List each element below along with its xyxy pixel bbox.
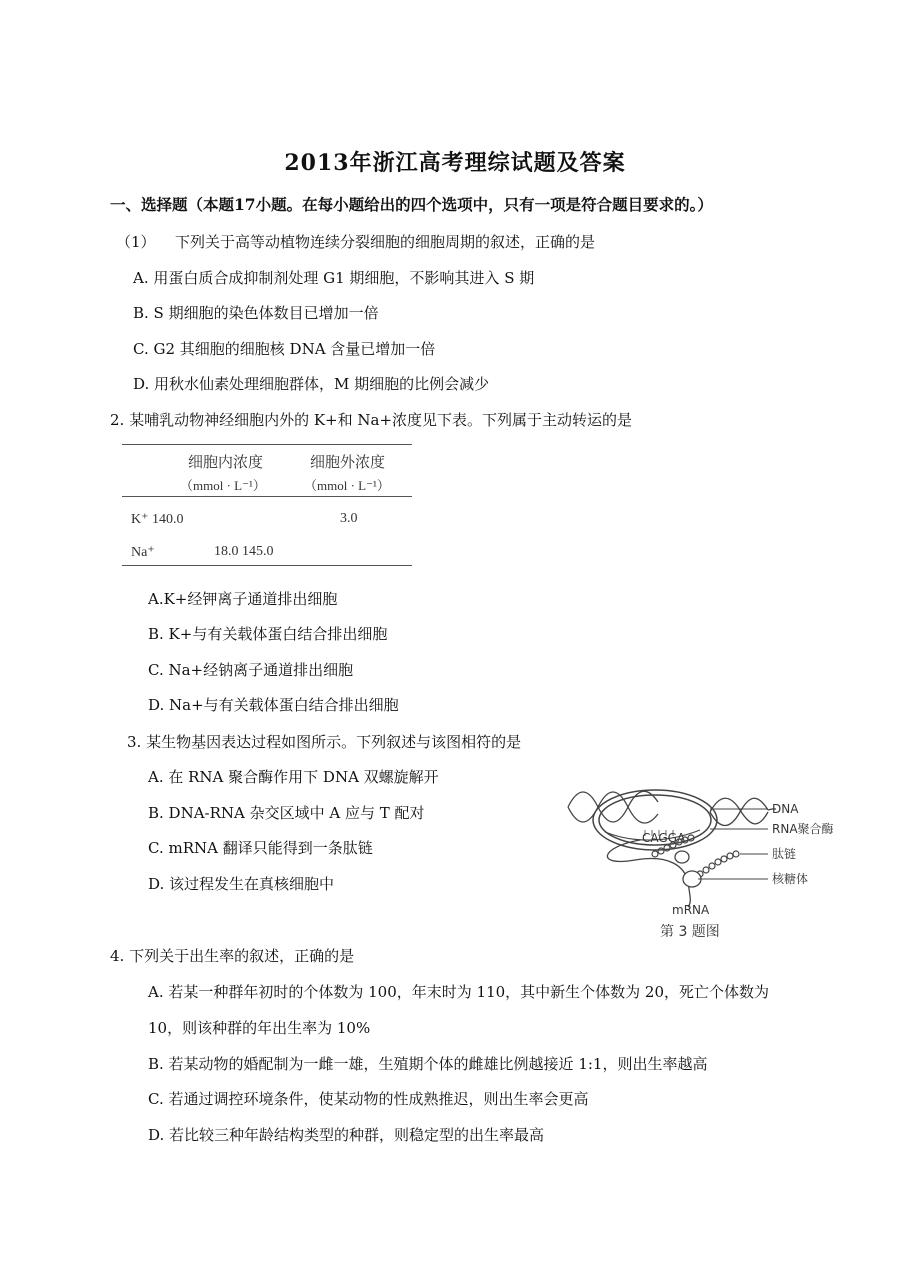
table-row-k-value: 3.0 xyxy=(340,511,358,526)
table-top-rule xyxy=(122,444,412,445)
label-mrna: mRNA xyxy=(672,903,710,917)
q4-option-a-line1: A. 若某一种群年初时的个体数为 100，年末时为 110，其中新生个体数为 20，死亡个体数为 xyxy=(148,983,770,1001)
table-bottom-rule xyxy=(122,565,412,566)
section-heading: 一、选择题（本题17小题。在每小题给出的四个选项中，只有一项是符合题目要求的。） xyxy=(110,195,713,214)
table-unit-outside: （mmol · L⁻¹） xyxy=(304,478,390,493)
q3-stem: 3. 某生物基因表达过程如图所示。下列叙述与该图相符的是 xyxy=(127,733,522,751)
gene-expression-figure xyxy=(560,772,850,944)
q1-option-b: B. S 期细胞的染色体数目已增加一倍 xyxy=(133,304,379,322)
q2-option-a: A.K+经钾离子通道排出细胞 xyxy=(148,590,338,608)
q2-stem: 2. 某哺乳动物神经细胞内外的 K+和 Na+浓度见下表。下列属于主动转运的是 xyxy=(110,411,633,429)
table-unit-inside: （mmol · L⁻¹） xyxy=(180,478,266,493)
hybrid-sequence: CAGGA xyxy=(642,831,686,845)
q1-option-a: A. 用蛋白质合成抑制剂处理 G1 期细胞，不影响其进入 S 期 xyxy=(133,269,535,287)
page-title: 2013年浙江高考理综试题及答案 xyxy=(284,150,626,176)
figure-caption: 第 3 题图 xyxy=(660,924,720,940)
table-row-na-value: 18.0 145.0 xyxy=(214,544,274,559)
label-ribosome: 核糖体 xyxy=(772,872,809,886)
table-row-k-label: K⁺ 140.0 xyxy=(131,512,184,527)
q2-option-b: B. K+与有关载体蛋白结合排出细胞 xyxy=(148,625,388,643)
q3-option-c: C. mRNA 翻译只能得到一条肽链 xyxy=(148,839,373,857)
q4-option-d: D. 若比较三种年龄结构类型的种群，则稳定型的出生率最高 xyxy=(148,1126,545,1144)
q1-stem: 下列关于高等动植物连续分裂细胞的细胞周期的叙述，正确的是 xyxy=(175,233,596,251)
label-peptide: 肽链 xyxy=(772,847,797,861)
table-header-inside: 细胞内浓度 xyxy=(188,453,264,471)
q3-option-a: A. 在 RNA 聚合酶作用下 DNA 双螺旋解开 xyxy=(148,768,439,786)
q1-option-c: C. G2 其细胞的细胞核 DNA 含量已增加一倍 xyxy=(133,340,436,358)
q1-number: （1） xyxy=(116,233,156,251)
q4-stem: 4. 下列关于出生率的叙述，正确的是 xyxy=(110,947,355,965)
q2-option-d: D. Na+与有关载体蛋白结合排出细胞 xyxy=(148,696,399,714)
label-dna: DNA xyxy=(772,802,799,816)
q2-option-c: C. Na+经钠离子通道排出细胞 xyxy=(148,661,354,679)
q4-option-a-line2: 10，则该种群的年出生率为 10% xyxy=(148,1019,371,1037)
label-rna-polymerase: RNA聚合酶 xyxy=(772,822,834,836)
ribosome xyxy=(675,851,701,887)
table-mid-rule xyxy=(122,496,412,497)
q3-option-d: D. 该过程发生在真核细胞中 xyxy=(148,875,335,893)
q4-option-b: B. 若某动物的婚配制为一雌一雄，生殖期个体的雌雄比例越接近 1:1，则出生率越高 xyxy=(148,1055,708,1073)
table-row-na-label: Na⁺ xyxy=(131,545,155,560)
q4-option-c: C. 若通过调控环境条件，使某动物的性成熟推迟，则出生率会更高 xyxy=(148,1090,589,1108)
q3-option-b: B. DNA-RNA 杂交区域中 A 应与 T 配对 xyxy=(148,804,425,822)
table-header-outside: 细胞外浓度 xyxy=(310,453,386,471)
q1-option-d: D. 用秋水仙素处理细胞群体，M 期细胞的比例会减少 xyxy=(133,375,490,393)
